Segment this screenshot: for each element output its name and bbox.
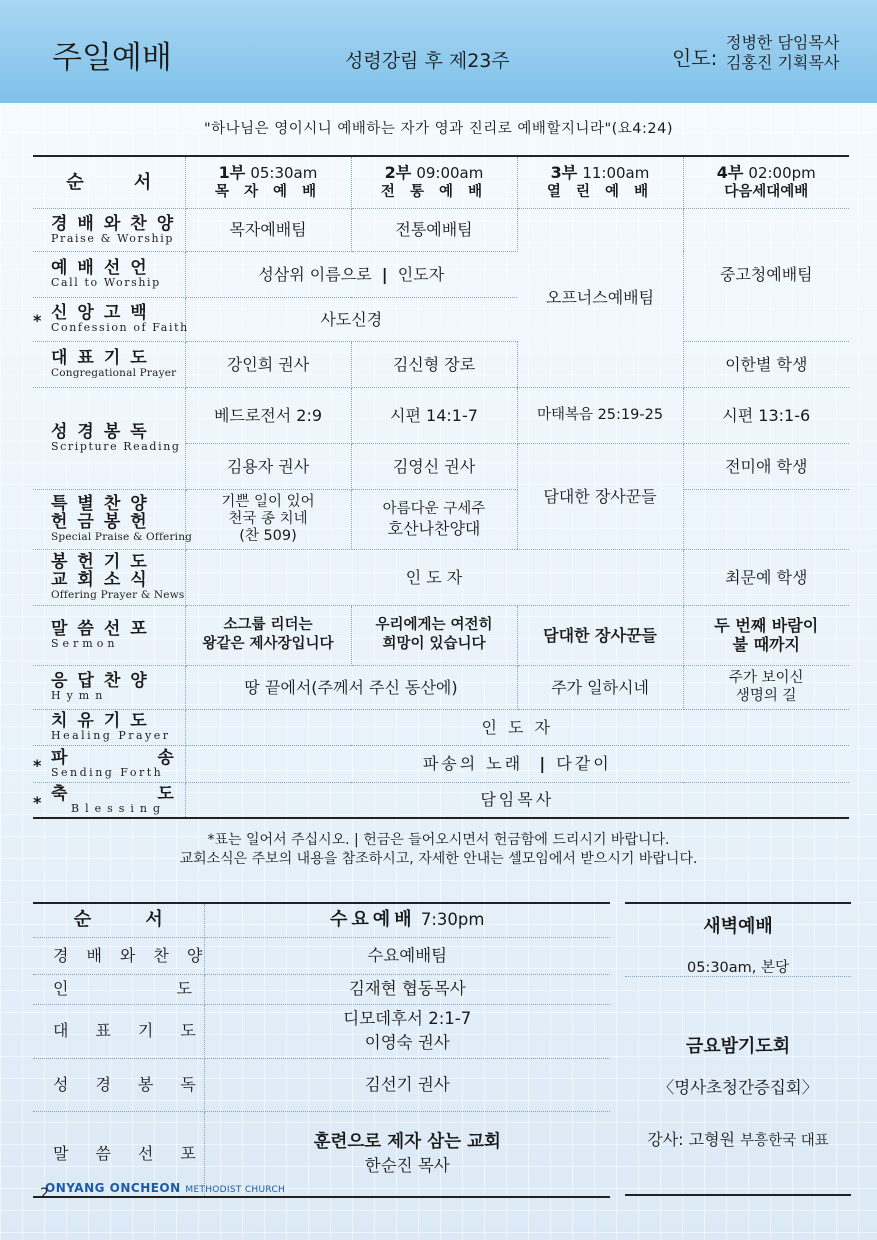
liturgical-week: 성령강림 후 제23주 — [345, 50, 510, 72]
row-blessing — [33, 782, 849, 818]
wed-value-leader: 김재현 협동목사 — [204, 974, 610, 1004]
healing-all: 인 도 자 — [185, 709, 849, 745]
praise-s2: 전통예배팀 — [351, 208, 517, 251]
side-panel — [625, 902, 851, 1196]
label-praise: 경배와찬양 Praise & Worship — [33, 208, 185, 251]
header-banner — [0, 0, 877, 103]
leader-1: 정병한 담임목사 — [726, 33, 840, 52]
row-praise — [33, 208, 849, 251]
wed-row — [33, 1004, 610, 1058]
label-offering: 봉헌기도 교회소식 Offering Prayer & News — [33, 549, 185, 605]
wed-value-praise: 수요예배팀 — [204, 937, 610, 974]
wed-row — [33, 937, 610, 974]
wed-head: 순 서 — [33, 903, 204, 937]
label-hymn: 응답찬양 Hymn — [33, 665, 185, 709]
order-head: 순 서 — [33, 156, 185, 208]
prayer-s1: 강인희 권사 — [185, 341, 351, 387]
service-4-head: 4부 02:00pm 다음세대예배 — [683, 156, 849, 208]
reader-s2: 김영신 권사 — [351, 443, 517, 489]
row-offering — [33, 549, 849, 605]
row-prayer — [33, 341, 849, 387]
s4-team: 중고청예배팀 — [683, 208, 849, 341]
reader-s1: 김용자 권사 — [185, 443, 351, 489]
wed-label-prayer: 대표기도 — [33, 1004, 204, 1058]
confession-s12: 사도신경 — [185, 297, 517, 341]
page-title: 주일예배 — [52, 40, 172, 76]
sermon-s3: 담대한 장사꾼들 — [517, 605, 683, 665]
label-blessing: * 축도 Blessing — [33, 782, 185, 818]
special-s3: 담대한 장사꾼들 — [517, 443, 683, 549]
label-healing: 치유기도 Healing Prayer — [33, 709, 185, 745]
scripture-s2: 시편 14:1-7 — [351, 387, 517, 443]
note-line-1: *표는 일어서 주십시오. | 헌금은 들어오시면서 헌금함에 드리시기 바랍니다. — [207, 832, 670, 848]
leaders — [726, 33, 839, 73]
label-sending: * 파송 Sending Forth — [33, 745, 185, 782]
hymn-s3: 주가 일하시네 — [517, 665, 683, 709]
offering-s4: 최문예 학생 — [683, 549, 849, 605]
service-1-head: 1부 05:30am 목 자 예 배 — [185, 156, 351, 208]
sunday-order-table — [33, 155, 849, 819]
special-s2: 아름다운 구세주 호산나찬양대 — [351, 489, 517, 549]
hymn-s12: 땅 끝에서(주께서 주신 동산에) — [185, 665, 517, 709]
special-s4 — [683, 489, 849, 549]
wednesday-order-table — [33, 902, 610, 1198]
row-sermon — [33, 605, 849, 665]
page-number: 2 — [40, 1186, 49, 1202]
scripture-s1: 베드로전서 2:9 — [185, 387, 351, 443]
row-sending — [33, 745, 849, 782]
table-header-row — [33, 156, 849, 208]
friday-subtitle: 〈명사초청간증집회〉 — [657, 1078, 819, 1097]
wed-label-praise: 경배와찬양 — [33, 937, 204, 974]
service-3-head: 3부 11:00am 열 린 예 배 — [517, 156, 683, 208]
row-special — [33, 489, 849, 549]
offering-s123: 인 도 자 — [185, 549, 683, 605]
wed-label-leader: 인도 — [33, 974, 204, 1004]
prayer-s4: 이한별 학생 — [683, 341, 849, 387]
prayer-s2: 김신형 장로 — [351, 341, 517, 387]
friday-title: 금요밤기도회 — [685, 1036, 791, 1057]
label-prayer: 대표기도 Congregational Prayer — [33, 341, 185, 387]
row-scripture — [33, 387, 849, 443]
notes — [0, 831, 877, 869]
blessing-all: 담임목사 — [480, 790, 555, 810]
s3-team: 오프너스예배팀 — [517, 208, 683, 387]
scripture-s3: 마태복음 25:19-25 — [517, 387, 683, 443]
wed-row — [33, 974, 610, 1004]
row-healing — [33, 709, 849, 745]
friday-speaker: 강사: 고형원 부흥한국 대표 — [647, 1130, 829, 1149]
wed-value-sermon: 훈련으로 제자 삼는 교회 한순진 목사 — [313, 1131, 501, 1175]
call-s12: 성삼위 이름으로 | 인도자 — [185, 251, 517, 297]
row-hymn — [33, 665, 849, 709]
label-call: 예배선언 Call to Worship — [33, 251, 185, 297]
leader-label: 인도: — [672, 46, 718, 70]
dawn-title: 새벽예배 — [703, 916, 773, 937]
side-divider — [625, 976, 851, 977]
leader-2: 김홍진 기획목사 — [726, 53, 840, 72]
wed-row — [33, 1058, 610, 1111]
sermon-s4: 두 번째 바람이 불 때까지 — [683, 605, 849, 665]
label-scripture: 성경봉독 Scripture Reading — [33, 387, 185, 489]
hymn-s4: 주가 보이신 생명의 길 — [683, 665, 849, 709]
label-confession: * 신앙고백 Confession of Faith — [33, 297, 185, 341]
service-2-head: 2부 09:00am 전 통 예 배 — [351, 156, 517, 208]
dawn-time: 05:30am, 본당 — [686, 960, 790, 976]
wed-header-row — [33, 903, 610, 937]
reader-s4: 전미애 학생 — [683, 443, 849, 489]
verse: "하나님은 영이시니 예배하는 자가 영과 진리로 예배할지니라"(요4:24) — [203, 121, 674, 137]
scripture-s4: 시편 13:1-6 — [683, 387, 849, 443]
special-s1: 기쁜 일이 있어 천국 종 치네 (찬 509) — [185, 489, 351, 549]
sending-all: 파송의 노래 | 다같이 — [185, 745, 849, 782]
wed-value-prayer: 디모데후서 2:1-7 이영숙 권사 — [204, 1004, 610, 1058]
wed-value-scripture: 김선기 권사 — [204, 1058, 610, 1111]
church-logo: ONYANG ONCHEON METHODIST CHURCH — [45, 1181, 286, 1195]
wed-label-sermon: 말씀선포 — [33, 1111, 204, 1197]
note-line-2: 교회소식은 주보의 내용을 참조하시고, 자세한 안내는 셀모임에서 받으시기 바랍니다. — [179, 851, 698, 867]
sermon-s2: 우리에게는 여전히 희망이 있습니다 — [351, 605, 517, 665]
label-sermon: 말씀선포 Sermon — [33, 605, 185, 665]
wed-title: 수요예배 7:30pm — [204, 903, 610, 937]
sermon-s1: 소그룹 리더는 왕같은 제사장입니다 — [185, 605, 351, 665]
wed-label-scripture: 성경봉독 — [33, 1058, 204, 1111]
label-special: 특별찬양 헌금봉헌 Special Praise & Offering — [33, 489, 185, 549]
praise-s1: 목자예배팀 — [185, 208, 351, 251]
